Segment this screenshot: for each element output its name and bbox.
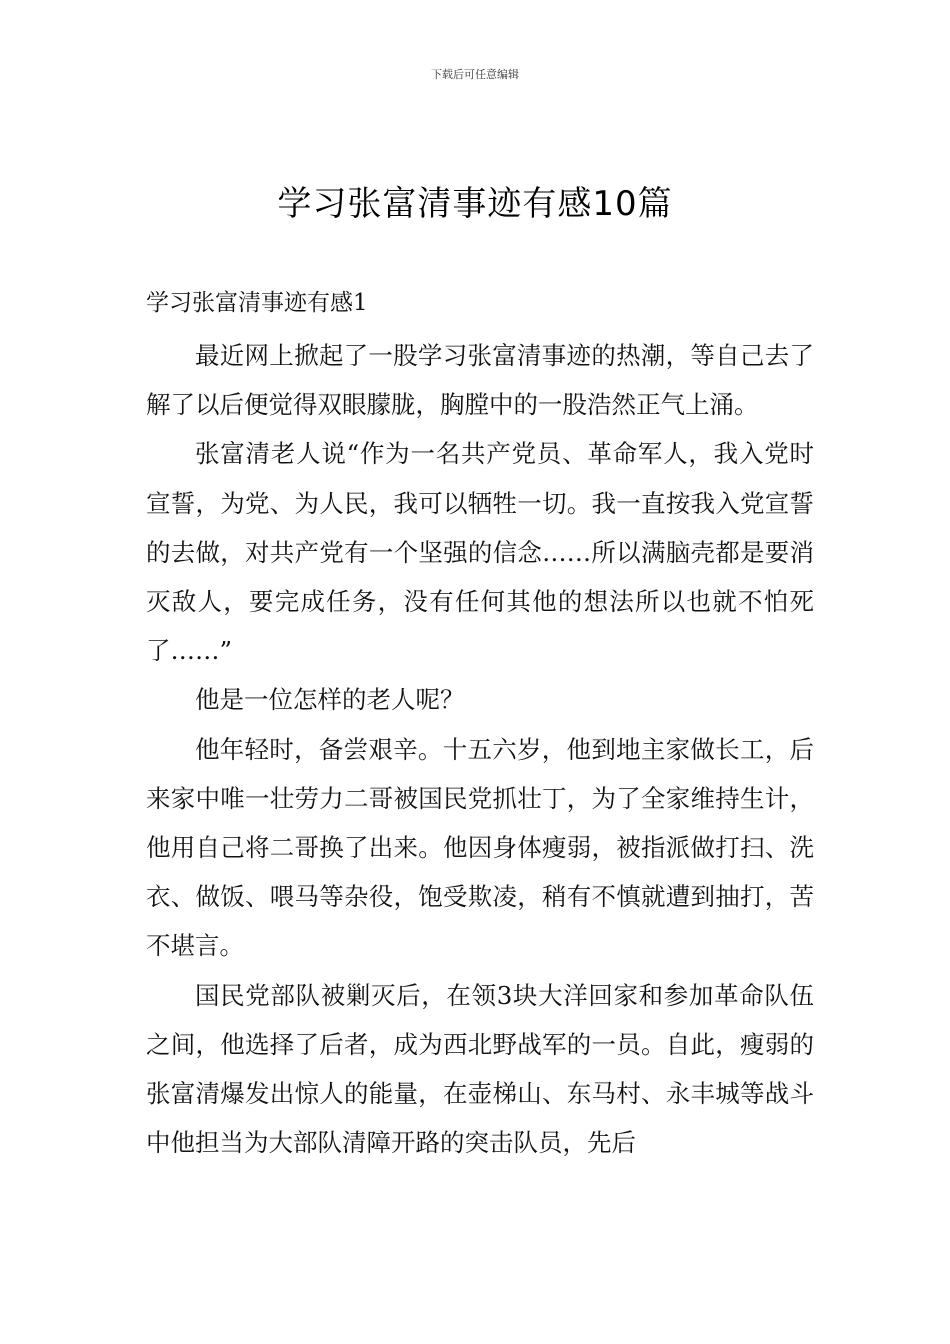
- header-note: 下载后可任意编辑: [431, 68, 519, 81]
- paragraph: 国民党部队被剿灭后，在领3块大洋回家和参加革命队伍之间，他选择了后者，成为西北野战军的一员。自此，瘦弱的张富清爆发出惊人的能量，在壶梯山、东马村、永丰城等战斗中他担当为大部队清障开路的突击队员，先后: [146, 980, 814, 1158]
- paragraph: 他年轻时，备尝艰辛。十五六岁，他到地主家做长工，后来家中唯一壮劳力二哥被国民党抓壮丁，为了全家维持生计，他用自己将二哥换了出来。他因身体瘦弱，被指派做打扫、洗衣、做饭、喂马等杂役，饱受欺凌，稍有不慎就遭到抽打，苦不堪言。: [146, 734, 814, 961]
- body-text: [146, 331, 814, 1167]
- paragraph: 他是一位怎样的老人呢？: [195, 685, 465, 715]
- section-heading: 学习张富清事迹有感1: [146, 290, 368, 316]
- document-title: 学习张富清事迹有感10篇: [277, 184, 673, 224]
- paragraph: 最近网上掀起了一股学习张富清事迹的热潮，等自己去了解了以后便觉得双眼朦胧，胸膛中的一股浩然正气上涌。: [146, 341, 814, 420]
- paragraph: 张富清老人说“作为一名共产党员、革命军人，我入党时宣誓，为党、为人民，我可以牺牲一切。我一直按我入党宣誓的去做，对共产党有一个坚强的信念……所以满脑壳都是要消灭敌人，要完成任务，没有任何其他的想法所以也就不怕死了……”: [146, 439, 814, 666]
